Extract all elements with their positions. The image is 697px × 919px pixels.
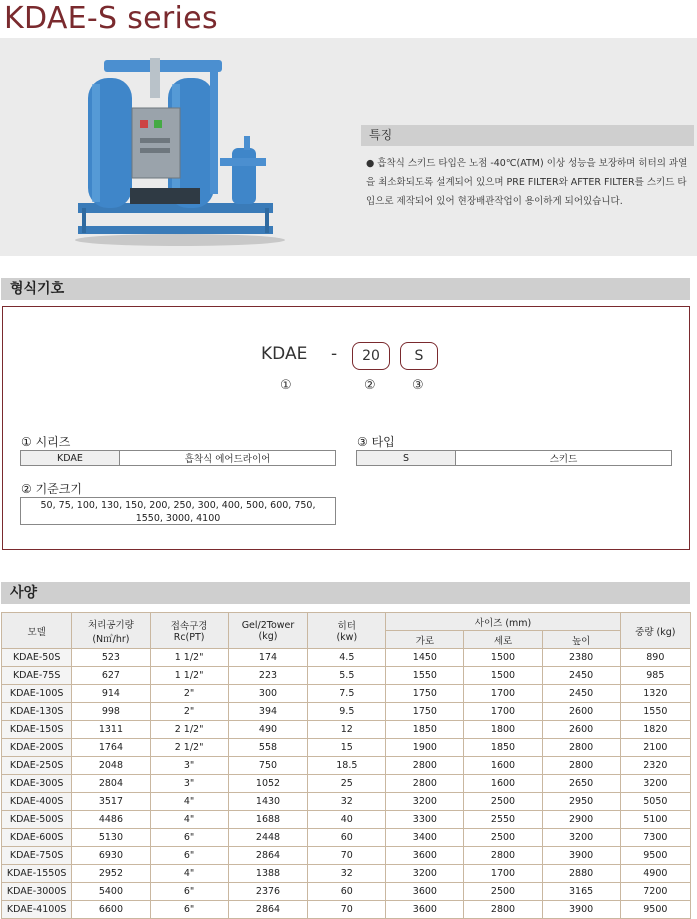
table-cell: 174: [228, 649, 308, 667]
table-row: [2, 757, 691, 775]
col-heater: 히터 (kw): [308, 613, 386, 649]
table-cell: 3517: [72, 793, 150, 811]
product-hero: [0, 38, 697, 256]
table-cell: 6": [150, 883, 228, 901]
table-cell: 2500: [464, 829, 542, 847]
table-cell: 998: [72, 703, 150, 721]
table-cell: 2500: [464, 793, 542, 811]
table-cell: KDAE-130S: [2, 703, 72, 721]
table-cell: 4": [150, 793, 228, 811]
table-cell: 2864: [228, 901, 308, 919]
table-cell: 2650: [542, 775, 620, 793]
table-cell: 12: [308, 721, 386, 739]
size-list-line-1: 50, 75, 100, 130, 150, 200, 250, 300, 400, 500, 600, 750,: [40, 500, 316, 511]
table-cell: 914: [72, 685, 150, 703]
table-cell: 2800: [464, 901, 542, 919]
table-cell: 2800: [386, 775, 464, 793]
table-row: [2, 865, 691, 883]
table-row: [2, 811, 691, 829]
table-cell: 1052: [228, 775, 308, 793]
col-depth: 세로: [464, 631, 542, 649]
table-cell: 6": [150, 901, 228, 919]
table-cell: 1688: [228, 811, 308, 829]
table-cell: 2048: [72, 757, 150, 775]
table-cell: 2448: [228, 829, 308, 847]
model-code-heading: 형식기호: [1, 278, 690, 300]
table-row: [2, 739, 691, 757]
table-cell: 394: [228, 703, 308, 721]
table-cell: 7200: [620, 883, 690, 901]
marker-2: ②: [364, 378, 376, 393]
table-cell: 1500: [464, 667, 542, 685]
table-cell: 1850: [386, 721, 464, 739]
table-cell: 15: [308, 739, 386, 757]
table-cell: 6": [150, 829, 228, 847]
table-cell: KDAE-75S: [2, 667, 72, 685]
features-text: ● 흡착식 스키드 타입은 노점 -40℃(ATM) 이상 성능을 보장하며 히터의 과열을 최소화되도록 설계되어 있으며 PRE FILTER와 AFTER FILTER를 스키드 타입으로 제작되어 있어 현장배관작업이 용이하게 되어있습니다.: [366, 158, 688, 207]
table-cell: 2100: [620, 739, 690, 757]
table-cell: 70: [308, 847, 386, 865]
col-model: 모델: [2, 613, 72, 649]
table-cell: 3600: [386, 901, 464, 919]
type-key: S: [357, 451, 456, 466]
table-cell: 2950: [542, 793, 620, 811]
code-size-box: 20: [352, 342, 390, 370]
type-label: ③ 타입: [357, 435, 395, 449]
table-cell: 1700: [464, 703, 542, 721]
table-cell: 3400: [386, 829, 464, 847]
table-cell: 2800: [542, 757, 620, 775]
code-type-box: S: [400, 342, 438, 370]
table-cell: 32: [308, 793, 386, 811]
table-cell: 3": [150, 757, 228, 775]
col-width: 가로: [386, 631, 464, 649]
table-cell: 2376: [228, 883, 308, 901]
table-cell: 1750: [386, 685, 464, 703]
table-cell: KDAE-100S: [2, 685, 72, 703]
table-cell: 1550: [620, 703, 690, 721]
table-cell: 1600: [464, 757, 542, 775]
table-cell: 5400: [72, 883, 150, 901]
table-cell: 7.5: [308, 685, 386, 703]
table-cell: KDAE-1550S: [2, 865, 72, 883]
table-cell: 300: [228, 685, 308, 703]
table-cell: KDAE-150S: [2, 721, 72, 739]
size-label: ② 기준크기: [21, 482, 82, 496]
table-cell: 40: [308, 811, 386, 829]
marker-1: ①: [280, 378, 292, 393]
table-cell: 2600: [542, 721, 620, 739]
spec-table: [1, 612, 691, 919]
table-cell: 2 1/2": [150, 739, 228, 757]
col-weight: 중량 (kg): [620, 613, 690, 649]
table-cell: 70: [308, 901, 386, 919]
table-cell: KDAE-300S: [2, 775, 72, 793]
col-connection: 접속구경 Rc(PT): [150, 613, 228, 649]
table-cell: 3300: [386, 811, 464, 829]
table-cell: KDAE-3000S: [2, 883, 72, 901]
table-cell: KDAE-50S: [2, 649, 72, 667]
table-cell: 627: [72, 667, 150, 685]
air-dryer-image: [70, 48, 290, 248]
table-cell: KDAE-400S: [2, 793, 72, 811]
size-list-line-2: 1550, 3000, 4100: [135, 513, 221, 524]
table-row: [2, 685, 691, 703]
table-cell: 1700: [464, 685, 542, 703]
table-cell: 2320: [620, 757, 690, 775]
table-cell: 2804: [72, 775, 150, 793]
table-cell: 6930: [72, 847, 150, 865]
table-cell: 3900: [542, 901, 620, 919]
table-cell: 558: [228, 739, 308, 757]
table-cell: 490: [228, 721, 308, 739]
table-cell: 4": [150, 811, 228, 829]
table-cell: KDAE-600S: [2, 829, 72, 847]
table-cell: 985: [620, 667, 690, 685]
table-cell: 7300: [620, 829, 690, 847]
table-cell: 1388: [228, 865, 308, 883]
table-cell: 2952: [72, 865, 150, 883]
table-cell: 2800: [464, 847, 542, 865]
table-cell: 2600: [542, 703, 620, 721]
table-cell: 1600: [464, 775, 542, 793]
table-cell: 4.5: [308, 649, 386, 667]
table-cell: 1 1/2": [150, 649, 228, 667]
table-cell: 25: [308, 775, 386, 793]
table-cell: 1500: [464, 649, 542, 667]
table-cell: 4486: [72, 811, 150, 829]
table-cell: 9500: [620, 901, 690, 919]
table-cell: 2380: [542, 649, 620, 667]
table-row: [2, 667, 691, 685]
table-cell: 2880: [542, 865, 620, 883]
table-cell: 2": [150, 703, 228, 721]
table-cell: KDAE-250S: [2, 757, 72, 775]
spec-heading: 사양: [1, 582, 690, 604]
table-cell: 2800: [542, 739, 620, 757]
code-prefix: KDAE: [261, 344, 308, 364]
table-cell: 1850: [464, 739, 542, 757]
table-cell: 1550: [386, 667, 464, 685]
col-size: 사이즈 (mm): [386, 613, 620, 631]
table-cell: 1750: [386, 703, 464, 721]
table-cell: 1320: [620, 685, 690, 703]
size-list: [20, 497, 336, 525]
table-cell: 4": [150, 865, 228, 883]
table-row: [2, 721, 691, 739]
table-cell: 2500: [464, 883, 542, 901]
series-table: [20, 450, 336, 466]
table-cell: 6": [150, 847, 228, 865]
table-row: [2, 793, 691, 811]
table-cell: 2864: [228, 847, 308, 865]
table-cell: 750: [228, 757, 308, 775]
table-cell: 60: [308, 883, 386, 901]
table-cell: 2900: [542, 811, 620, 829]
table-cell: 890: [620, 649, 690, 667]
table-cell: 223: [228, 667, 308, 685]
series-key: KDAE: [21, 451, 120, 466]
page-title: KDAE-S series: [4, 1, 218, 36]
table-cell: 1700: [464, 865, 542, 883]
table-cell: 1764: [72, 739, 150, 757]
table-cell: 2450: [542, 667, 620, 685]
table-cell: 60: [308, 829, 386, 847]
table-row: [2, 829, 691, 847]
table-cell: 4900: [620, 865, 690, 883]
table-cell: 9.5: [308, 703, 386, 721]
table-cell: 6600: [72, 901, 150, 919]
table-cell: 3165: [542, 883, 620, 901]
table-row: [2, 883, 691, 901]
table-cell: 2550: [464, 811, 542, 829]
table-cell: 3200: [542, 829, 620, 847]
table-cell: 2": [150, 685, 228, 703]
table-cell: KDAE-750S: [2, 847, 72, 865]
table-cell: 3200: [620, 775, 690, 793]
table-cell: 523: [72, 649, 150, 667]
table-cell: 9500: [620, 847, 690, 865]
table-cell: 5050: [620, 793, 690, 811]
table-cell: 2800: [386, 757, 464, 775]
table-cell: 5130: [72, 829, 150, 847]
col-flow: 처리공기량 (N㎥/hr): [72, 613, 150, 649]
table-cell: 1311: [72, 721, 150, 739]
col-gel: Gel/2Tower (kg): [228, 613, 308, 649]
table-cell: 5100: [620, 811, 690, 829]
table-cell: KDAE-500S: [2, 811, 72, 829]
table-cell: 1820: [620, 721, 690, 739]
table-cell: KDAE-4100S: [2, 901, 72, 919]
table-cell: KDAE-200S: [2, 739, 72, 757]
table-cell: 32: [308, 865, 386, 883]
table-cell: 3": [150, 775, 228, 793]
table-row: [2, 649, 691, 667]
type-value: 스키드: [456, 451, 672, 466]
table-cell: 3600: [386, 847, 464, 865]
table-cell: 3200: [386, 793, 464, 811]
table-cell: 3200: [386, 865, 464, 883]
table-cell: 1800: [464, 721, 542, 739]
series-value: 흡착식 에어드라이어: [120, 451, 336, 466]
table-row: [2, 847, 691, 865]
table-row: [2, 703, 691, 721]
table-cell: 1450: [386, 649, 464, 667]
table-cell: 2 1/2": [150, 721, 228, 739]
col-height: 높이: [542, 631, 620, 649]
table-cell: 5.5: [308, 667, 386, 685]
table-cell: 3600: [386, 883, 464, 901]
table-row: [2, 901, 691, 919]
table-cell: 3900: [542, 847, 620, 865]
marker-3: ③: [412, 378, 424, 393]
table-cell: 1900: [386, 739, 464, 757]
series-label: ① 시리즈: [21, 435, 71, 449]
table-cell: 18.5: [308, 757, 386, 775]
table-cell: 1 1/2": [150, 667, 228, 685]
code-dash: -: [331, 344, 338, 364]
table-row: [2, 775, 691, 793]
features-heading: 특징: [361, 125, 694, 146]
table-cell: 1430: [228, 793, 308, 811]
table-cell: 2450: [542, 685, 620, 703]
type-table: [356, 450, 672, 466]
